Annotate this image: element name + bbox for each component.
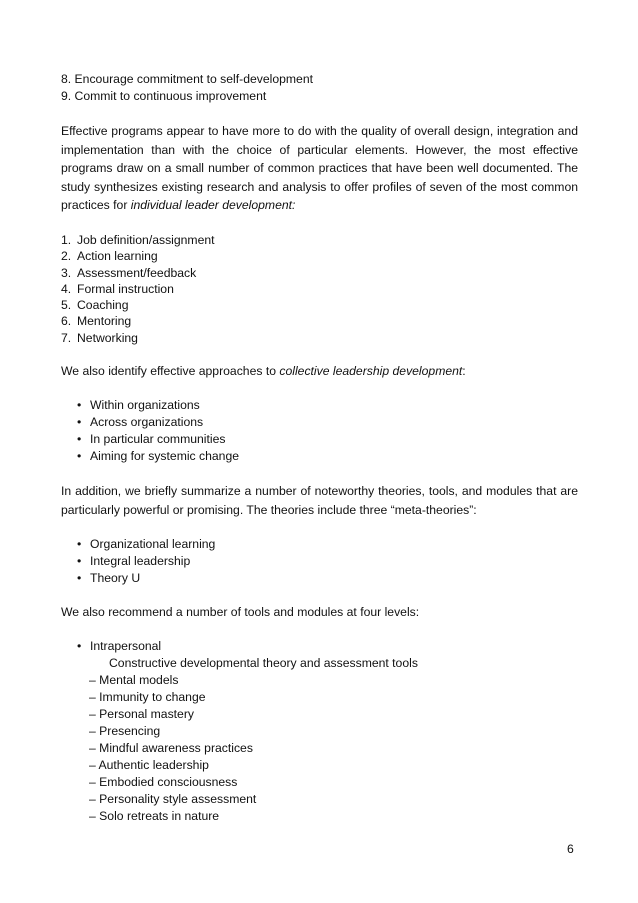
list-label: Networking [77,330,138,345]
list-item [61,265,578,281]
list-label: Coaching [77,298,129,313]
paragraph-tools: We also recommend a number of tools and modules at four levels: [61,605,420,620]
bullet-icon: • [77,398,82,413]
sub-heading: Constructive developmental theory and assessment tools [109,656,418,671]
list-number: 1. [61,232,72,247]
list-label: Intrapersonal [90,639,162,654]
list-label: Job definition/assignment [77,232,215,247]
dash-item: – Personality style assessment [89,792,257,807]
list-item [77,536,578,553]
list-label: Integral leadership [90,554,191,569]
theories-list [77,536,578,587]
dash-item: – Personal mastery [89,707,194,722]
list-number: 6. [61,314,72,329]
intro-line-8: 8. Encourage commitment to self-development [61,72,313,86]
practices-list [61,232,578,346]
list-item [77,414,578,431]
emphasis-individual: individual leader development: [130,198,296,213]
dash-item: – Presencing [89,724,161,739]
dash-item: – Solo retreats in nature [89,809,220,824]
list-number: 7. [61,330,72,345]
collective-list [77,397,578,465]
list-item [77,553,578,570]
paragraph-effective-programs [61,122,578,215]
bullet-icon: • [77,639,82,654]
list-item [61,248,578,264]
list-label: Theory U [90,571,141,586]
paragraph-theories: In addition, we briefly summarize a number of noteworthy theories, tools, and modules that are particularly powerful or promising. The theories include three “meta-theories”: [61,484,578,517]
list-item [77,570,578,587]
list-label: In particular communities [90,432,226,447]
intro-line-9: 9. Commit to continuous improvement [61,89,267,103]
bullet-icon: • [77,554,82,569]
dash-item: – Embodied consciousness [89,775,238,790]
list-item [77,638,578,655]
list-number: 2. [61,249,72,264]
list-item [77,431,578,448]
dash-item: – Mental models [89,673,179,688]
dash-item: – Authentic leadership [89,758,209,773]
paragraph-text: Effective programs appear to have more to do with the quality of overall design, integration and implementation than with the choice of particular elements. However, the most effective programs draw on a small number of common practices that have been well documented. The study synthesizes existing research and analysis to offer profiles of seven of the most common practices for [61,124,578,213]
page-number: 6 [567,842,574,856]
list-number: 5. [61,298,72,313]
list-item [77,397,578,414]
list-label: Across organizations [90,415,204,430]
dash-item: – Mindful awareness practices [89,741,253,756]
bullet-icon: • [77,432,82,447]
list-item [61,313,578,329]
list-label: Within organizations [90,398,200,413]
levels-list [77,638,578,655]
paragraph-text: We also identify effective approaches to [61,364,280,379]
paragraph-collective [61,363,578,380]
list-item [77,448,578,465]
list-label: Aiming for systemic change [90,449,240,464]
paragraph-suffix: : [462,364,466,379]
list-item [61,232,578,248]
list-item [61,330,578,346]
list-label: Assessment/feedback [77,265,197,280]
list-item [61,297,578,313]
bullet-icon: • [77,415,82,430]
bullet-icon: • [77,571,82,586]
list-label: Formal instruction [77,281,174,296]
list-label: Mentoring [77,314,132,329]
document-page [61,71,578,825]
list-label: Organizational learning [90,537,216,552]
bullet-icon: • [77,449,82,464]
list-number: 3. [61,265,72,280]
dash-item: – Immunity to change [89,690,206,705]
intrapersonal-items [61,672,578,825]
bullet-icon: • [77,537,82,552]
list-item [61,281,578,297]
list-number: 4. [61,281,72,296]
list-label: Action learning [77,249,158,264]
emphasis-collective: collective leadership development [279,364,463,379]
